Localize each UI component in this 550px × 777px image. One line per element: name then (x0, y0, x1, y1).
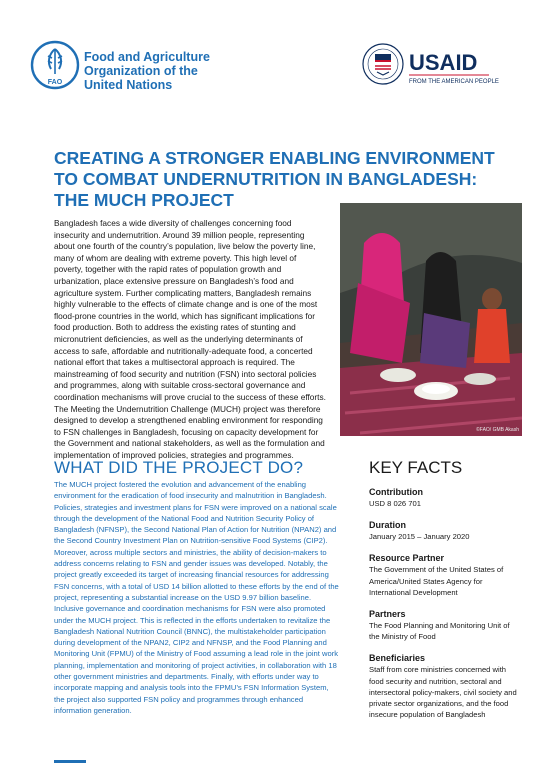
key-fact-duration (369, 519, 519, 542)
key-fact-label: Partners (369, 609, 406, 620)
key-fact-value: Staff from core ministries concerned with food security and nutrition, sectoral and intersectoral policy-makers, civil society and private sector organizations, and the food insecure population of Bangladesh (369, 665, 517, 720)
fao-logo-letters: FAO (47, 79, 63, 86)
usaid-tagline: FROM THE AMERICAN PEOPLE (409, 79, 499, 85)
key-fact-label: Contribution (369, 487, 423, 497)
key-fact-resource-partner (369, 552, 519, 598)
key-fact-beneficiaries (369, 652, 519, 720)
what-section-heading: WHAT DID THE PROJECT DO? (54, 458, 304, 477)
usaid-logo (361, 38, 521, 90)
usaid-wordmark: USAID (409, 50, 478, 75)
key-fact-value: The Food Planning and Monitoring Unit of the Ministry of Food (369, 621, 510, 642)
key-fact-label: Resource Partner (369, 553, 445, 564)
key-fact-label: Beneficiaries (369, 653, 426, 664)
key-fact-value: January 2015 – January 2020 (369, 532, 470, 542)
intro-paragraph: Bangladesh faces a wide diversity of challenges concerning food insecurity and undernutrition. Around 39 million people, representing about one fourth of the country’s population, live below the poverty line, many of whom are dealing with extreme poverty. This high level of poverty, together with the rapid rates of population growth and urbanization, place extensive pressure on Bangladesh’s food and agriculture system. Further complicating matters, Bangladesh remains highly vulnerable to the effects of climate change and is one of the most flood-prone countries in the world, which has significant implications for food production. Both to address the existing rates of stunting and micronutrient deficiencies, as well as the underlying determinants of access to safe, affordable and nutritionally-adequate food, a concerted national effort that takes a multisectoral approach is required. The mainstreaming of food security and nutrition (FSN) into sectoral policies and programmes, along with suitable cross-sectoral governance and coordination mechanisms will prove crucial to the success of these efforts. The Meeting the Undernutrition Challenge (MUCH) project was therefore designed to develop a strengthened enabling environment for responding to FSN challenges in Bangladesh, focusing on capacity development for the Government and national stakeholders, as well as the formulation and implementation of improved policies, strategies and programmes. (54, 218, 326, 460)
page-title: CREATING A STRONGER ENABLING ENVIRONMENT TO COMBAT UNDERNUTRITION IN BANGLADESH: THE MUCH PROJECT (54, 148, 495, 210)
what-section-body: The MUCH project fostered the evolution and advancement of the enabling environment for the eradication of food insecurity and malnutrition in Bangladesh. Policies, strategies and investment plans for FSN were improved on a national scale through the development of the National Food and Nutrition Security Policy of Bangladesh (NFNSP), the Second National Plan of Action for Nutrition (NPAN2) and the Second Country Investment Plan on Nutrition-sensitive Food Systems (CIP2). Moreover, across multiple sectors and ministries, the ability of decision-makers to address concerns relating to FSN and gender issues was developed. Notably, the project greatly exceeded its target of increasing financial resources for addressing FSN concerns, with a total of USD 14 billion allotted to these efforts by the end of the project, representing a substantial increase on the USD 9.97 billion baseline. Inclusive governance and coordination mechanisms for FSN were also promoted under the MUCH project. This is reflected in the efforts undertaken to revitalize the Bangladesh National Nutrition Council (BNNC), the multistakeholder participation during development of the NPAN2, CIP2 and NFNSP, and the Food Planning and Monitoring Unit (FPMU) of the Ministry of Food assuming a lead role in the joint work planning, implementation and monitoring of project activities, in collaboration with 18 other government ministries and departments. Finally, with efforts under way to incorporate mapping and analysis tools into the FPMU’s FSN Information System, the project also supported FSN policy and programmes through enhanced information generation. (54, 480, 339, 715)
fao-name: Food and Agriculture Organization of the United Nations (84, 50, 210, 92)
fao-logo (30, 40, 80, 90)
key-fact-contribution (369, 486, 519, 509)
key-facts-list (369, 486, 519, 730)
key-fact-value: USD 8 026 701 (369, 499, 421, 508)
accent-rule (54, 760, 86, 763)
key-fact-partners (369, 608, 519, 642)
project-photo (340, 203, 522, 436)
photo-credit: ©FAO/ GMB Akash (476, 427, 519, 433)
key-fact-label: Duration (369, 520, 406, 531)
key-fact-value: The Government of the United States of America/United States Agency for International Development (369, 565, 504, 597)
key-facts-heading: KEY FACTS (369, 458, 463, 477)
